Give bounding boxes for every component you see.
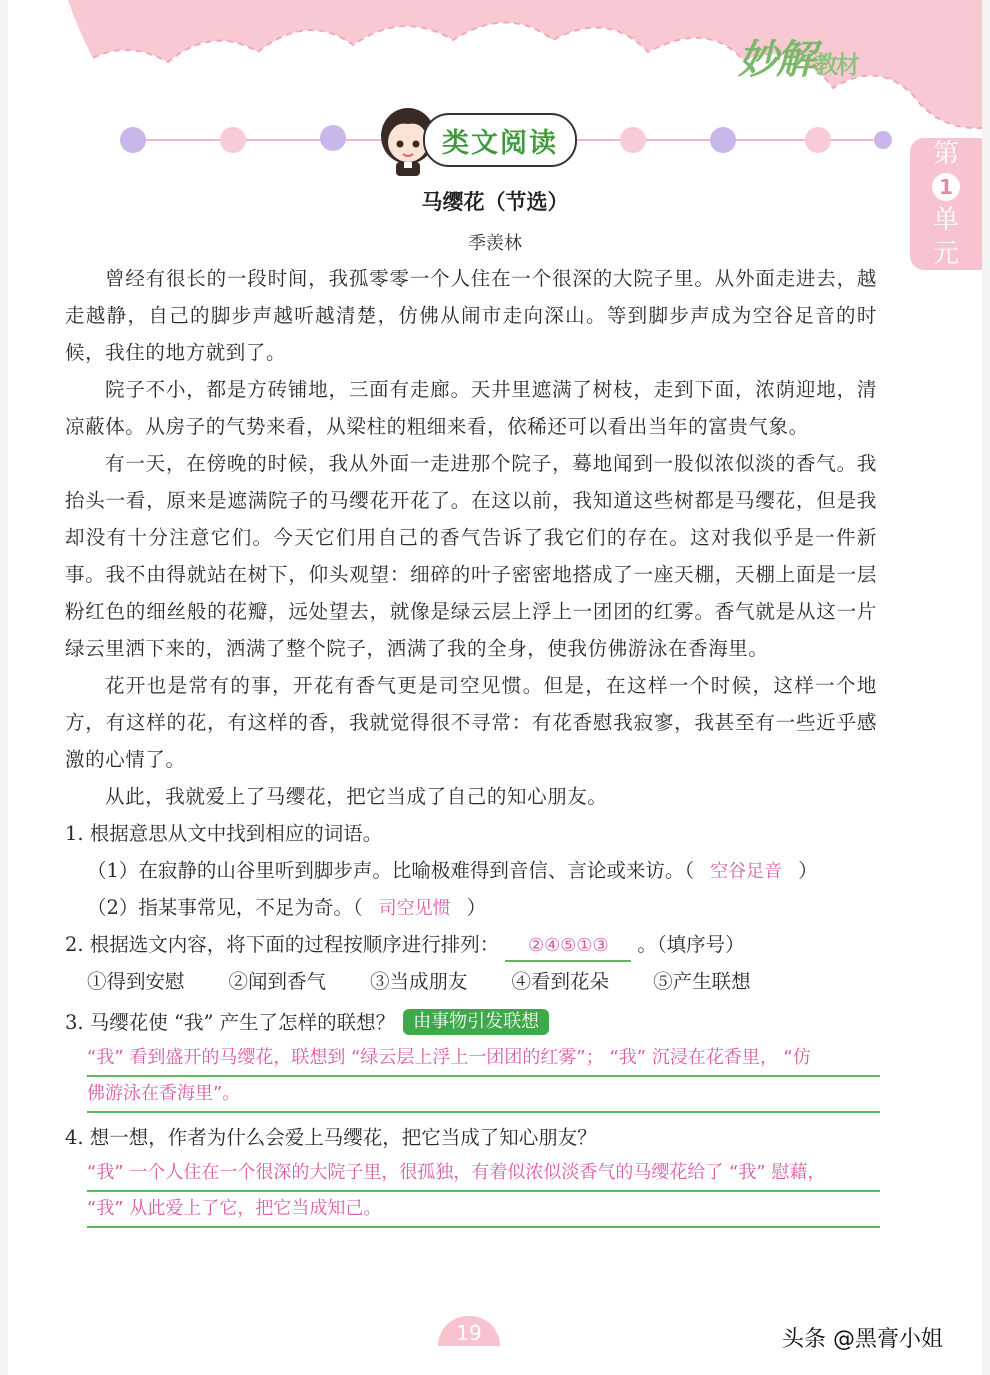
unit-suffix-2: 元 — [932, 239, 959, 269]
article-body — [65, 260, 877, 815]
paragraph: 花开也是常有的事，开花有香气更是司空见惯。但是，在这样一个时候，这样一个地方，有这样的花，有这样的香，我就觉得很不寻常：有花香慰我寂寥，我甚至有一些近乎感激的心情了。 — [65, 674, 877, 771]
answer-line: “我” 看到盛开的马缨花，联想到 “绿云层上浮上一团团的红雾”； “我” 沉浸在花香里， “仿 — [87, 1041, 880, 1077]
option: ⑤产生联想 — [653, 970, 751, 993]
paragraph: 从此，我就爱上了马缨花，把它当成了自己的知心朋友。 — [105, 785, 608, 808]
paragraph: 曾经有很长的一段时间，我孤零零一个人住在一个很深的大院子里。从外面走进去，越走越静，自己的脚步声越听越清楚，仿佛从闹市走向深山。等到脚步声成为空谷足音的时候，我住的地方就到了。 — [65, 267, 877, 364]
answer-1-1: 空谷足音 — [710, 861, 783, 882]
answer-1-2: 司空见惯 — [378, 898, 451, 919]
option: ③当成朋友 — [370, 970, 468, 993]
brand-logo: 妙解教材 — [738, 37, 858, 83]
page-number: 19 — [438, 1316, 500, 1346]
option: ④看到花朵 — [511, 970, 610, 993]
question-3-stem: 3. 马缨花使 “我” 产生了怎样的联想？ 由事物引发联想 — [65, 1004, 880, 1041]
article-author: 季羡林 — [468, 233, 522, 254]
textbook-page — [8, 0, 982, 1375]
watermark: 头条 @黑膏小姐 — [782, 1327, 943, 1352]
question-2-stem: 2. 根据选文内容，将下面的过程按顺序进行排列： ②④⑤①③ 。（填序号） — [65, 926, 880, 963]
article-title: 马缨花（节选） — [421, 190, 569, 214]
answer-line: “我” 一个人住在一个很深的大院子里，很孤独，有着似浓似淡香气的马缨花给了 “我” 慰藉， — [87, 1156, 880, 1192]
answer-line: “我” 从此爱上了它，把它当成知己。 — [87, 1192, 880, 1228]
unit-prefix: 第 — [932, 139, 959, 169]
section-title: 类文阅读 — [423, 113, 577, 167]
question-4-stem: 4. 想一想，作者为什么会爱上马缨花，把它当成了知心朋友？ — [65, 1126, 597, 1149]
paragraph: 有一天，在傍晚的时候，我从外面一走进那个院子，蓦地闻到一股似浓似淡的香气。我抬头一看，原来是遮满院子的马缨花开花了。在这以前，我知道这些树都是马缨花，但是我却没有十分注意它们。今天它们用自己的香气告诉了我它们的存在。这对我似乎是一件新事。我不由得就站在树下，仰头观望：细碎的叶子密密地搭成了一座天棚，天棚上面是一层粉红色的细丝般的花瓣，远处望去，就像是绿云层上浮上一团团的红雾。香气就是从这一片绿云里洒下来的，洒满了整个院子，洒满了我的全身，使我仿佛游泳在香海里。 — [65, 452, 877, 660]
question-1-sub-2: （2）指某事常见，不足为奇。（ 司空见惯 ） — [87, 896, 487, 919]
answer-line: 佛游泳在香海里”。 — [87, 1077, 880, 1113]
questions-section — [65, 815, 880, 1228]
answer-3 — [65, 1041, 880, 1113]
option: ②闻到香气 — [228, 970, 327, 993]
answer-4 — [65, 1156, 880, 1228]
question-2-options — [65, 963, 880, 1000]
answer-2: ②④⑤①③ — [505, 932, 631, 962]
question-1-stem: 1. 根据意思从文中找到相应的词语。 — [65, 822, 383, 845]
unit-suffix-1: 单 — [932, 205, 959, 235]
hint-tag: 由事物引发联想 — [403, 1009, 549, 1035]
option: ①得到安慰 — [87, 970, 185, 993]
paragraph: 院子不小，都是方砖铺地，三面有走廊。天井里遮满了树枝，走到下面，浓荫迎地，清凉蔽体。从房子的气势来看，从梁柱的粗细来看，依稀还可以看出当年的富贵气象。 — [65, 378, 877, 438]
question-1-sub-1: （1）在寂静的山谷里听到脚步声。比喻极难得到音信、言论或来访。（ 空谷足音 ） — [87, 859, 818, 882]
unit-number: 1 — [932, 173, 960, 201]
